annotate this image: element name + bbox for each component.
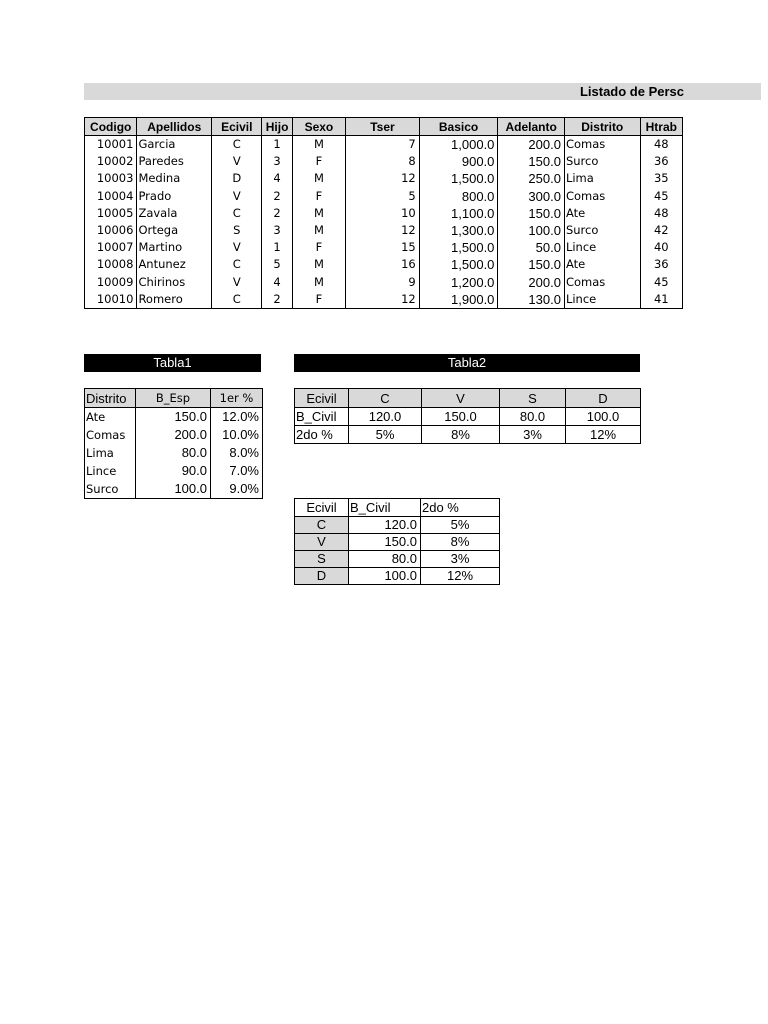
table-cell: 300.0 (498, 188, 565, 205)
table-row (85, 256, 683, 273)
table-cell: 41 (640, 291, 682, 309)
table-row (85, 239, 683, 256)
table-cell: 130.0 (498, 291, 565, 309)
table-cell: 3 (262, 222, 292, 239)
table-cell: V (212, 274, 262, 291)
table-cell: M (292, 222, 345, 239)
table-cell: 10007 (85, 239, 137, 256)
table-cell: 80.0 (136, 444, 211, 462)
table-row (295, 568, 500, 585)
table-cell: 200.0 (498, 274, 565, 291)
table-cell: 12.0% (211, 408, 263, 427)
table-cell: 36 (640, 153, 682, 170)
table-cell: Comas (85, 426, 136, 444)
table-cell: 50.0 (498, 239, 565, 256)
table-cell: 150.0 (498, 153, 565, 170)
table-row (295, 426, 641, 444)
column-header: Apellidos (137, 118, 212, 136)
table-cell: 200.0 (498, 136, 565, 154)
table-cell: 8.0% (211, 444, 263, 462)
table-cell: 120.0 (349, 408, 422, 426)
table-cell: 10005 (85, 205, 137, 222)
table-cell: 120.0 (349, 517, 421, 534)
table-cell: 80.0 (349, 551, 421, 568)
table-cell: 12 (346, 170, 420, 187)
title-bar (84, 83, 761, 100)
table-row (85, 408, 263, 427)
table-cell: Surco (85, 480, 136, 499)
table-header-row (295, 499, 500, 517)
table-cell: 9 (346, 274, 420, 291)
table-cell: 4 (262, 170, 292, 187)
column-header: Ecivil (295, 499, 349, 517)
column-header: D (566, 389, 641, 408)
table-row (85, 170, 683, 187)
table-cell: 10006 (85, 222, 137, 239)
table-cell: 16 (346, 256, 420, 273)
table-cell: 1 (262, 136, 292, 154)
column-header: Tser (346, 118, 420, 136)
table-cell: Chirinos (137, 274, 212, 291)
table-cell: M (292, 205, 345, 222)
table-cell: 12 (346, 291, 420, 309)
column-header: Codigo (85, 118, 137, 136)
table-cell: F (292, 153, 345, 170)
table-cell: 150.0 (422, 408, 500, 426)
table-row (85, 188, 683, 205)
table-cell: Comas (564, 274, 640, 291)
table-cell: C (212, 136, 262, 154)
table-cell: 45 (640, 188, 682, 205)
column-header: Basico (419, 118, 498, 136)
table-cell: 1,000.0 (419, 136, 498, 154)
table-cell: Lince (564, 239, 640, 256)
table-cell: Ortega (137, 222, 212, 239)
table-cell: Romero (137, 291, 212, 309)
table-row (85, 274, 683, 291)
table-cell: D (212, 170, 262, 187)
table-cell: 12% (566, 426, 641, 444)
column-header: 1er % (211, 389, 263, 408)
column-header: B_Esp (136, 389, 211, 408)
table-cell: Martino (137, 239, 212, 256)
table-cell: C (295, 517, 349, 534)
table-cell: 80.0 (500, 408, 566, 426)
table-header-row (85, 118, 683, 136)
column-header: 2do % (421, 499, 500, 517)
table-cell: S (295, 551, 349, 568)
table-cell: Lima (85, 444, 136, 462)
table-cell: 1 (262, 239, 292, 256)
table-cell: Medina (137, 170, 212, 187)
table-cell: 8% (422, 426, 500, 444)
table-cell: 10008 (85, 256, 137, 273)
table-cell: 150.0 (498, 256, 565, 273)
table-cell: 36 (640, 256, 682, 273)
column-header: Ecivil (295, 389, 349, 408)
column-header: V (422, 389, 500, 408)
table-cell: Antunez (137, 256, 212, 273)
table-cell: 2do % (295, 426, 349, 444)
table-cell: 100.0 (349, 568, 421, 585)
table-row (295, 517, 500, 534)
column-header: Adelanto (498, 118, 565, 136)
table-cell: 100.0 (498, 222, 565, 239)
column-header: Sexo (292, 118, 345, 136)
table-cell: Ate (564, 256, 640, 273)
table-cell: 5 (346, 188, 420, 205)
main-table (84, 117, 683, 309)
table-cell: 15 (346, 239, 420, 256)
table-row (85, 153, 683, 170)
table-row (295, 408, 641, 426)
table-cell: V (212, 188, 262, 205)
table-cell: 1,200.0 (419, 274, 498, 291)
table-cell: 1,300.0 (419, 222, 498, 239)
table-cell: Comas (564, 188, 640, 205)
table-cell: V (212, 239, 262, 256)
table-cell: 90.0 (136, 462, 211, 480)
table-cell: Garcia (137, 136, 212, 154)
table-cell: M (292, 136, 345, 154)
table-cell: D (295, 568, 349, 585)
table-cell: C (212, 256, 262, 273)
table-cell: 2 (262, 291, 292, 309)
table-cell: C (212, 205, 262, 222)
table-cell: 10.0% (211, 426, 263, 444)
table-cell: M (292, 274, 345, 291)
table-row (85, 426, 263, 444)
column-header: Distrito (564, 118, 640, 136)
table-cell: 10009 (85, 274, 137, 291)
table-cell: 8 (346, 153, 420, 170)
column-header: B_Civil (349, 499, 421, 517)
table-cell: 150.0 (349, 534, 421, 551)
column-header: Ecivil (212, 118, 262, 136)
page-title: Listado de Persc (579, 84, 684, 99)
table-cell: 5% (421, 517, 500, 534)
table-cell: Zavala (137, 205, 212, 222)
tabla1-title: Tabla1 (84, 354, 261, 372)
table-cell: 1,500.0 (419, 239, 498, 256)
table-cell: 12% (421, 568, 500, 585)
table-cell: 10002 (85, 153, 137, 170)
table-cell: 1,500.0 (419, 256, 498, 273)
table-cell: 4 (262, 274, 292, 291)
table-cell: 45 (640, 274, 682, 291)
table-cell: Paredes (137, 153, 212, 170)
table-cell: Ate (85, 408, 136, 427)
table-cell: 10 (346, 205, 420, 222)
table-cell: 48 (640, 205, 682, 222)
table-cell: F (292, 188, 345, 205)
table-cell: 150.0 (136, 408, 211, 427)
table-cell: 7.0% (211, 462, 263, 480)
table-cell: F (292, 291, 345, 309)
table-cell: M (292, 256, 345, 273)
column-header: Distrito (85, 389, 136, 408)
table-cell: Lince (564, 291, 640, 309)
table-row (85, 136, 683, 154)
table-cell: F (292, 239, 345, 256)
table-cell: M (292, 170, 345, 187)
table-cell: 800.0 (419, 188, 498, 205)
table-cell: 8% (421, 534, 500, 551)
table-cell: 150.0 (498, 205, 565, 222)
tabla3 (294, 498, 500, 585)
table-cell: V (295, 534, 349, 551)
table-cell: 1,100.0 (419, 205, 498, 222)
table-cell: 3% (500, 426, 566, 444)
table-header-row (85, 389, 263, 408)
table-cell: 10003 (85, 170, 137, 187)
column-header: S (500, 389, 566, 408)
table-row (85, 205, 683, 222)
column-header: Htrab (640, 118, 682, 136)
table-cell: V (212, 153, 262, 170)
table-cell: 3% (421, 551, 500, 568)
table-cell: 5% (349, 426, 422, 444)
column-header: Hijo (262, 118, 292, 136)
table-cell: 10010 (85, 291, 137, 309)
table-row (85, 291, 683, 309)
table-cell: 100.0 (136, 480, 211, 499)
table-cell: 9.0% (211, 480, 263, 499)
table-cell: 40 (640, 239, 682, 256)
tabla2-title: Tabla2 (294, 354, 640, 372)
table-cell: 42 (640, 222, 682, 239)
table-cell: 7 (346, 136, 420, 154)
table-row (85, 222, 683, 239)
table-cell: Lince (85, 462, 136, 480)
table-cell: 1,900.0 (419, 291, 498, 309)
table-cell: 3 (262, 153, 292, 170)
tabla1 (84, 388, 263, 499)
table-cell: 10001 (85, 136, 137, 154)
table-cell: 12 (346, 222, 420, 239)
table-cell: B_Civil (295, 408, 349, 426)
table-cell: Surco (564, 153, 640, 170)
table-cell: 1,500.0 (419, 170, 498, 187)
table-cell: 2 (262, 205, 292, 222)
table-row (85, 480, 263, 499)
table-cell: 5 (262, 256, 292, 273)
table-cell: 200.0 (136, 426, 211, 444)
table-cell: Lima (564, 170, 640, 187)
table-cell: 10004 (85, 188, 137, 205)
table-cell: 900.0 (419, 153, 498, 170)
table-row (85, 462, 263, 480)
table-cell: 48 (640, 136, 682, 154)
table-cell: Prado (137, 188, 212, 205)
table-header-row (295, 389, 641, 408)
table-cell: 250.0 (498, 170, 565, 187)
table-row (295, 534, 500, 551)
table-cell: 35 (640, 170, 682, 187)
table-row (295, 551, 500, 568)
table-cell: Ate (564, 205, 640, 222)
table-cell: C (212, 291, 262, 309)
table-cell: 100.0 (566, 408, 641, 426)
table-cell: Surco (564, 222, 640, 239)
table-cell: 2 (262, 188, 292, 205)
tabla2 (294, 388, 641, 444)
table-cell: Comas (564, 136, 640, 154)
table-cell: S (212, 222, 262, 239)
column-header: C (349, 389, 422, 408)
table-row (85, 444, 263, 462)
